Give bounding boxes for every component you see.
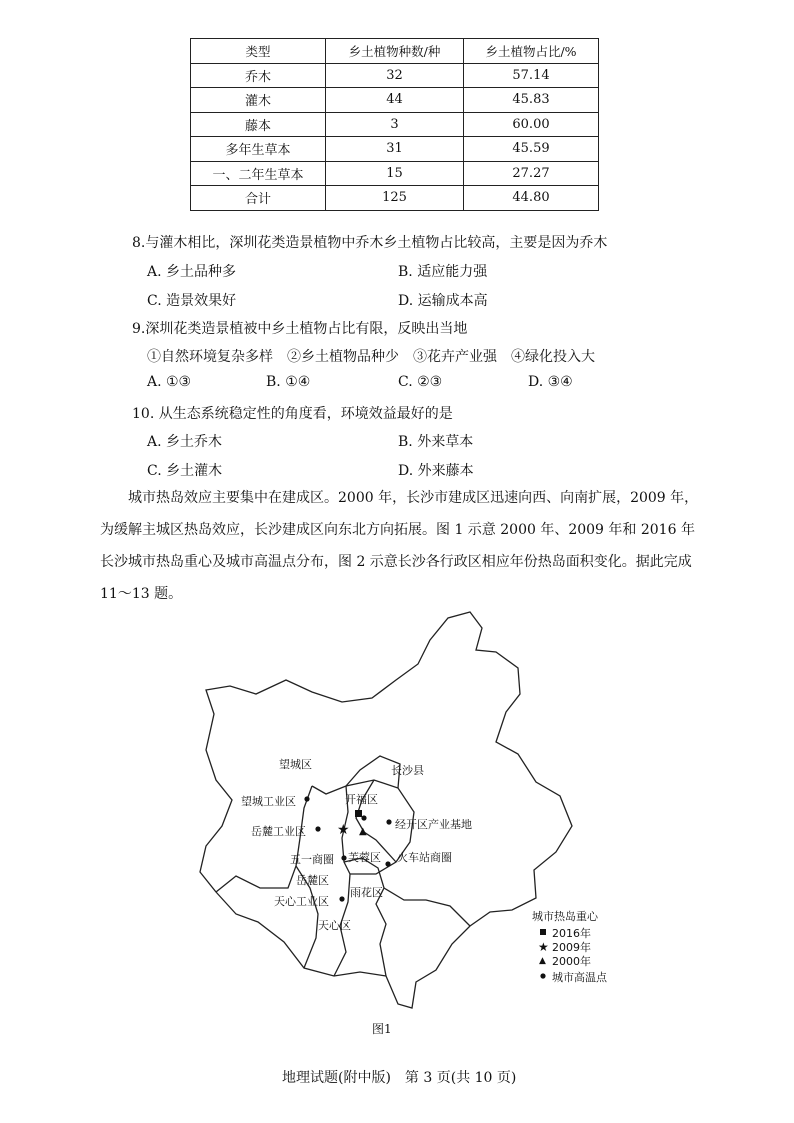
hot-point	[385, 861, 390, 866]
table-cell: 125	[326, 186, 464, 211]
table-cell: 57.14	[464, 63, 599, 88]
q8-option-c[interactable]: C. 造景效果好	[147, 293, 237, 309]
legend-square-icon	[540, 929, 546, 935]
hot-point	[341, 855, 346, 860]
table-cell: 32	[326, 63, 464, 88]
table-header: 乡土植物种数/种	[326, 39, 464, 64]
label-yuelu: 岳麓区	[296, 874, 329, 887]
city-outer-boundary	[200, 612, 572, 1008]
label-tianxin-industrial: 天心工业区	[274, 895, 329, 908]
table-cell: 45.83	[464, 88, 599, 113]
table-cell: 60.00	[464, 112, 599, 137]
q9-stem: 9.深圳花类造景植被中乡土植物占比有限，反映出当地	[132, 321, 468, 337]
table-cell: 45.59	[464, 137, 599, 162]
q10-stem: 10. 从生态系统稳定性的角度看，环境效益最好的是	[132, 406, 453, 422]
q10-option-d[interactable]: D. 外来藤本	[398, 463, 474, 479]
q9-option-a[interactable]: A. ①③	[147, 374, 192, 390]
legend-2009: 2009年	[552, 941, 591, 954]
page-footer: 地理试题(附中版) 第 3 页(共 10 页)	[282, 1070, 517, 1086]
table-cell: 合计	[191, 186, 326, 211]
q10-option-c[interactable]: C. 乡土灌木	[147, 463, 223, 479]
table-cell: 藤本	[191, 112, 326, 137]
q9-option-d[interactable]: D. ③④	[528, 374, 573, 390]
label-wuyi: 五一商圈	[290, 853, 334, 866]
q10-option-b[interactable]: B. 外来草本	[398, 434, 474, 450]
legend-title: 城市热岛重心	[532, 910, 598, 923]
table-cell: 31	[326, 137, 464, 162]
label-furong: 芙蓉区	[348, 851, 381, 864]
label-wangcheng-industrial: 望城工业区	[241, 795, 296, 808]
legend-triangle-icon: ▲	[539, 956, 546, 966]
legend-2016: 2016年	[552, 927, 591, 940]
label-yuhua: 雨花区	[350, 886, 383, 899]
q8-stem: 8.与灌木相比，深圳花类造景植物中乔木乡土植物占比较高，主要是因为乔木	[132, 235, 608, 251]
label-yuelu-industrial: 岳麓工业区	[251, 825, 306, 838]
label-kaifu: 开福区	[345, 793, 378, 806]
table-cell: 一、二年生草本	[191, 161, 326, 186]
table-cell: 15	[326, 161, 464, 186]
q9-statements: ①自然环境复杂多样 ②乡土植物品种少 ③花卉产业强 ④绿化投入大	[147, 349, 595, 365]
district-boundary	[334, 786, 350, 976]
hot-point	[361, 815, 366, 820]
q9-option-b[interactable]: B. ①④	[266, 374, 311, 390]
legend-2000: 2000年	[552, 955, 591, 968]
label-wangcheng: 望城区	[279, 758, 312, 771]
legend-dot-icon	[540, 973, 545, 978]
q9-option-c[interactable]: C. ②③	[398, 374, 443, 390]
table-header: 乡土植物占比/%	[464, 39, 599, 64]
q8-option-d[interactable]: D. 运输成本高	[398, 293, 488, 309]
table-cell: 乔木	[191, 63, 326, 88]
figure-caption: 图1	[372, 1022, 392, 1036]
district-boundary	[384, 888, 470, 926]
label-jingkai: 经开区产业基地	[395, 818, 472, 831]
centroid-2016-marker	[355, 810, 362, 817]
label-changsha-county: 长沙县	[391, 764, 424, 777]
legend-hot-point: 城市高温点	[552, 971, 607, 984]
hot-point	[304, 796, 309, 801]
label-railway: 火车站商圈	[397, 851, 452, 864]
centroid-2009-marker: ★	[337, 822, 350, 838]
legend-star-icon: ★	[538, 940, 549, 954]
hot-point	[315, 826, 320, 831]
hot-point	[339, 896, 344, 901]
table-cell: 44	[326, 88, 464, 113]
q8-option-b[interactable]: B. 适应能力强	[398, 264, 488, 280]
table-cell: 44.80	[464, 186, 599, 211]
table-cell: 灌木	[191, 88, 326, 113]
q8-option-a[interactable]: A. 乡土品种多	[147, 264, 237, 280]
hot-point	[386, 819, 391, 824]
passage-text: 城市热岛效应主要集中在建成区。2000 年，长沙市建成区迅速向西、向南扩展，2009 年，为缓解主城区热岛效应，长沙建成区向东北方向拓展。图 1 示意 2000 年、2009 年和 2016 年长沙城市热岛重心及城市高温点分布，图 2 示意长沙各行政区相应年份热岛面积变化。据此完成 11～13 题。	[100, 490, 699, 602]
table-cell: 27.27	[464, 161, 599, 186]
label-tianxin: 天心区	[318, 919, 351, 932]
centroid-2000-marker: ▲	[359, 826, 367, 837]
table-cell: 3	[326, 112, 464, 137]
table-header: 类型	[191, 39, 326, 64]
table-cell: 多年生草本	[191, 137, 326, 162]
q10-option-a[interactable]: A. 乡土乔木	[147, 434, 223, 450]
